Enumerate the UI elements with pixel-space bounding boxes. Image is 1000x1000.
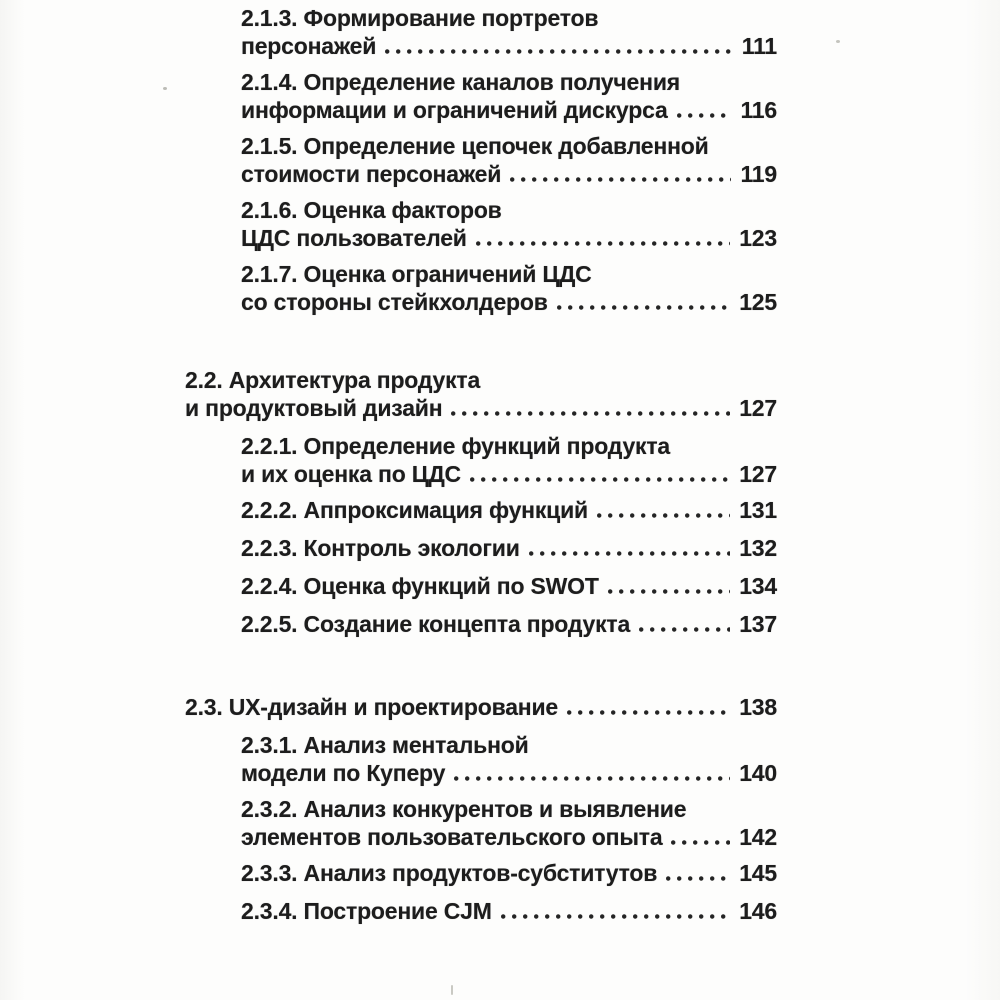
toc-entry-title: 2.3.3. Анализ продуктов-субститутов [241, 860, 658, 886]
toc-entry-title: 2.1.3. Формирование портретов [241, 5, 599, 31]
toc-entry-2-2-5 [0, 610, 777, 638]
toc-entry-row [241, 534, 777, 562]
page-number: 131 [739, 497, 777, 523]
page-number: 145 [739, 860, 777, 886]
toc-entry-title-continued: и их оценка по ЦДС [241, 461, 461, 487]
toc-entry-title: 2.2.5. Создание концепта продукта [241, 611, 631, 637]
dot-leader [567, 710, 730, 715]
toc-entry-title: 2.2.3. Контроль экологии [241, 535, 520, 561]
toc-entry-title-continued: ЦДС пользователей [241, 225, 467, 251]
toc-entry-2-2-4 [0, 572, 777, 600]
page-number: 137 [739, 611, 777, 637]
scan-speck [451, 985, 453, 995]
toc-entry-title: 2.2.2. Аппроксимация функций [241, 497, 588, 523]
page-number: 138 [739, 694, 777, 720]
toc-entry-2-1-5 [0, 132, 777, 188]
toc-entry-2-1-3 [0, 4, 777, 60]
toc-entry-2-3 [0, 693, 777, 721]
scan-speck [163, 87, 167, 90]
page-number: 127 [739, 461, 777, 487]
dot-leader [677, 113, 732, 118]
dot-leader [470, 477, 730, 482]
toc-entry-title: 2.2.1. Определение функций продукта [241, 433, 671, 459]
scan-speck [836, 40, 840, 43]
page-number: 134 [739, 573, 777, 599]
toc-entry-row [241, 823, 777, 851]
toc-entry-row [241, 610, 777, 638]
toc-entry-title-continued: персонажей [241, 33, 377, 59]
toc-entry-title: 2.1.6. Оценка факторов [241, 197, 502, 223]
toc-entry-title-continued: информации и ограничений дискурса [241, 97, 668, 123]
toc-entry-title: 2.2.4. Оценка функций по SWOT [241, 573, 599, 599]
toc-entry-2-1-4 [0, 68, 777, 124]
toc-entry-row [241, 224, 777, 252]
page-number: 125 [739, 289, 777, 315]
toc-entry-row [241, 897, 777, 925]
dot-leader [666, 876, 730, 881]
toc-entry-2-1-7 [0, 260, 777, 316]
toc-entry-title: 2.1.7. Оценка ограничений ЦДС [241, 261, 592, 287]
toc-entry-row [241, 96, 777, 124]
dot-leader [501, 914, 730, 919]
dot-leader [639, 627, 730, 632]
toc-entry-row [241, 288, 777, 316]
table-of-contents [0, 4, 777, 935]
page-number: 111 [741, 33, 777, 59]
toc-entry-title: 2.3.1. Анализ ментальной [241, 732, 529, 758]
toc-entry-title-continued: и продуктовый дизайн [185, 395, 443, 421]
toc-entry-title-continued: со стороны стейкхолдеров [241, 289, 548, 315]
toc-entry-2-2-1 [0, 432, 777, 488]
dot-leader [671, 840, 730, 845]
page-number: 140 [739, 760, 777, 786]
toc-entry-row [241, 496, 777, 524]
toc-entry-title: 2.3.2. Анализ конкурентов и выявление [241, 796, 687, 822]
dot-leader [608, 589, 731, 594]
page-number: 146 [739, 898, 777, 924]
toc-entry-2-2-3 [0, 534, 777, 562]
dot-leader [529, 551, 731, 556]
dot-leader [557, 305, 731, 310]
page-number: 142 [739, 824, 777, 850]
toc-entry-2-3-1 [0, 731, 777, 787]
toc-entry-2-1-6 [0, 196, 777, 252]
toc-entry-title: 2.3.4. Построение CJM [241, 898, 492, 924]
toc-entry-row [241, 859, 777, 887]
dot-leader [476, 241, 730, 246]
toc-entry-2-3-3 [0, 859, 777, 887]
toc-entry-row [241, 572, 777, 600]
toc-entry-2-3-2 [0, 795, 777, 851]
dot-leader [385, 49, 733, 54]
toc-entry-title: 2.1.4. Определение каналов получения [241, 69, 680, 95]
toc-entry-title: 2.2. Архитектура продукта [185, 367, 481, 393]
toc-entry-2-2 [0, 366, 777, 422]
page-number: 127 [739, 395, 777, 421]
toc-entry-title-continued: модели по Куперу [241, 760, 446, 786]
toc-entry-2-2-2 [0, 496, 777, 524]
toc-entry-row [185, 394, 777, 422]
page-number: 123 [739, 225, 777, 251]
toc-entry-title: 2.1.5. Определение цепочек добавленной [241, 133, 709, 159]
toc-entry-row [241, 160, 777, 188]
toc-entry-title-continued: стоимости персонажей [241, 161, 502, 187]
page-number: 116 [740, 97, 777, 123]
dot-leader [510, 177, 731, 182]
toc-entry-row [241, 759, 777, 787]
dot-leader [451, 411, 730, 416]
toc-entry-row [241, 32, 777, 60]
page-number: 132 [739, 535, 777, 561]
toc-entry-title-continued: элементов пользовательского опыта [241, 824, 663, 850]
toc-entry-row [185, 693, 777, 721]
dot-leader [454, 776, 730, 781]
page-number: 119 [740, 161, 777, 187]
toc-entry-2-3-4 [0, 897, 777, 925]
toc-entry-row [241, 460, 777, 488]
toc-entry-title: 2.3. UX-дизайн и проектирование [185, 694, 559, 720]
dot-leader [597, 513, 730, 518]
